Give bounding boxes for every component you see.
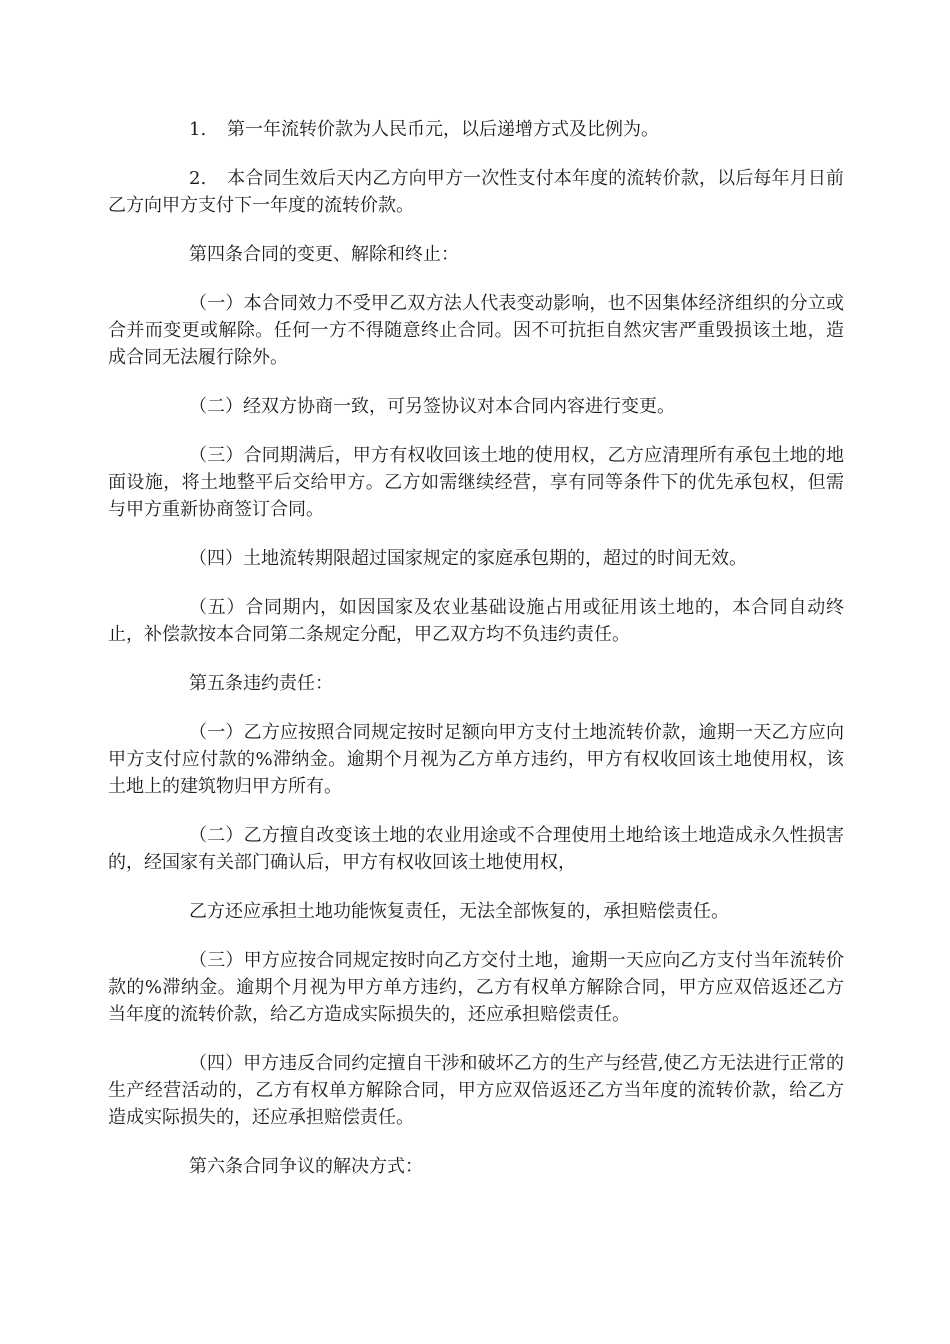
paragraph-clause: （二）乙方擅自改变该土地的农业用途或不合理使用土地给该土地造成永久性损害的，经国家有关部门确认后，甲方有权收回该土地使用权， <box>108 825 844 873</box>
item-number: 1. <box>189 119 207 140</box>
item-number: 2. <box>189 168 207 189</box>
document-body <box>108 116 844 1202</box>
paragraph-clause: （三）合同期满后，甲方有权收回该土地的使用权，乙方应清理所有承包土地的地面设施，将土地整平后交给甲方。乙方如需继续经营，享有同等条件下的优先承包权，但需与甲方重新协商签订合同。 <box>108 445 844 520</box>
paragraph-clause: （一）乙方应按照合同规定按时足额向甲方支付土地流转价款，逾期一天乙方应向甲方支付应付款的%滞纳金。逾期个月视为乙方单方违约，甲方有权收回该土地使用权，该土地上的建筑物归甲方所有。 <box>108 722 844 797</box>
paragraph-clause: （三）甲方应按合同规定按时向乙方交付土地，逾期一天应向乙方支付当年流转价款的%滞纳金。逾期个月视为甲方单方违约，乙方有权单方解除合同，甲方应双倍返还乙方当年度的流转价款，给乙方造成实际损失的，还应承担赔偿责任。 <box>108 950 844 1025</box>
paragraph-item-1 <box>108 116 844 143</box>
section-heading-article-4: 第四条合同的变更、解除和终止： <box>189 244 459 265</box>
paragraph-clause: 乙方还应承担土地功能恢复责任，无法全部恢复的，承担赔偿责任。 <box>189 901 729 922</box>
paragraph-item-2 <box>108 165 844 219</box>
paragraph-clause: （一）本合同效力不受甲乙双方法人代表变动影响，也不因集体经济组织的分立或合并而变更或解除。任何一方不得随意终止合同。因不可抗拒自然灾害严重毁损该土地，造成合同无法履行除外。 <box>108 293 844 368</box>
paragraph-clause: （四）甲方违反合同约定擅自干涉和破坏乙方的生产与经营,使乙方无法进行正常的生产经营活动的，乙方有权单方解除合同，甲方应双倍返还乙方当年度的流转价款，给乙方造成实际损失的，还应承担赔偿责任。 <box>108 1053 844 1128</box>
section-heading-article-6: 第六条合同争议的解决方式： <box>189 1156 423 1177</box>
paragraph-text: 第一年流转价款为人民币元，以后递增方式及比例为。 <box>227 119 659 140</box>
section-heading-article-5: 第五条违约责任： <box>189 673 333 694</box>
paragraph-clause: （二）经双方协商一致，可另签协议对本合同内容进行变更。 <box>189 396 675 417</box>
paragraph-text: 本合同生效后天内乙方向甲方一次性支付本年度的流转价款，以后每年月日前乙方向甲方支付下一年度的流转价款。 <box>108 168 844 216</box>
paragraph-clause: （五）合同期内，如因国家及农业基础设施占用或征用该土地的，本合同自动终止，补偿款按本合同第二条规定分配，甲乙双方均不负违约责任。 <box>108 597 844 645</box>
paragraph-clause: （四）土地流转期限超过国家规定的家庭承包期的，超过的时间无效。 <box>189 548 747 569</box>
